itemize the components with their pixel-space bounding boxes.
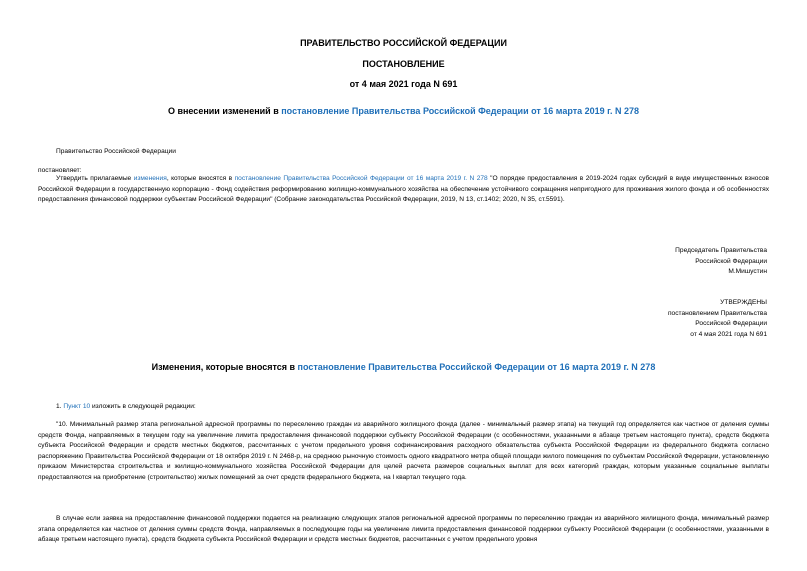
approve-text-2: , которые вносятся в [166,175,235,182]
item-1 [56,403,196,411]
approved-label: УТВЕРЖДЕНЫ [720,299,767,306]
changes-title [0,362,807,372]
approved-authority: Российской Федерации [695,320,767,328]
document-title [0,106,807,116]
paragraph-10-second: В случае если заявка на предоставление финансовой поддержки подается на реализацию следующих этапов региональной адресной программы по переселению граждан из аварийного жилищного фонда, минимальный размер этапа определяется как частное от деления суммы средств Фонда, направляемых в последующие годы на увеличение лимита предоставления финансовой поддержки субъекту Российской Федерации (с особенностями, указанными в абзаце третьем настоящего пункта), средств бюджета субъекта Российской Федерации и средств местных бюджетов, рассчитанных с учетом предельного уровня [38,515,769,544]
approve-text-1: Утвердить прилагаемые [56,175,134,182]
changes-title-link[interactable]: постановление Правительства Российской Федерации от 16 марта 2019 г. N 278 [297,362,656,372]
paragraph-10: "10. Минимальный размер этапа региональной адресной программы по переселению граждан из аварийного жилищного фонда (далее - минимальный размер этапа) на текущий год определяется как частное от деления суммы средств Фонда, направляемых в текущем году на увеличение лимита предоставления финансовой поддержки субъекту Российской Федерации (с особенностями, указанными в абзаце третьем настоящего пункта), средств бюджета субъекта Российской Федерации и средств местных бюджетов, рассчитанных с учетом предельного уровня софинансирования расходного обязательства субъекта Российской Федерации из федерального бюджета согласно распоряжению Правительства Российской Федерации от 18 октября 2019 г. N 2468-р, на среднюю рыночную стоимость одного квадратного метра общей площади жилого помещения по субъектам Российской Федерации, установленную приказом Министерства строительства и жилищно-коммунального хозяйства Российской Федерации для целей расчета размеров социальных выплат для всех категорий граждан, которым указанные социальные выплаты предоставляются на приобретение (строительство) жилых помещений за счет средств федерального бюджета, на I квартал текущего года. [38,421,769,481]
document-title-text: О внесении изменений в [167,106,282,116]
approved-block [668,298,767,340]
document-type: ПОСТАНОВЛЕНИЕ [362,59,445,69]
decree-word: постановляет: [38,167,82,174]
changes-link[interactable]: изменения [133,175,167,182]
signature-position: Председатель Правительства [675,247,767,254]
title-reference-link[interactable]: постановление Правительства Российской Федерации от 16 марта 2019 г. N 278 [281,106,640,116]
item-instruction: изложить в следующей редакции: [90,403,196,410]
document-date-number: от 4 мая 2021 года N 691 [349,79,458,89]
approved-by: постановлением Правительства [667,309,767,317]
approve-text-3: "О порядке предоставления в 2019-2024 годах субсидий в виде имущественных взносов Российской Федерации в государственную корпорацию - Фонд содействия реформированию жилищно-коммунального хозяйства на обеспечение устойчивого сокращения непригодного для проживания жилого фонда и об особенностях предоставления финансовой поддержки субъектам Российской Федерации" (Собрание законодательства Российской Федерации, 2019, N 13, ст.1402; 2020, N 35, ст.5591). [38,175,769,204]
approve-paragraph [38,174,769,206]
changes-title-text: Изменения, которые вносятся в [151,362,298,372]
authority-name: Правительство Российской Федерации [56,148,176,155]
government-heading: ПРАВИТЕЛЬСТВО РОССИЙСКОЙ ФЕДЕРАЦИИ [300,38,507,48]
signature-position-2: Российской Федерации [695,257,767,265]
resolution-278-link[interactable]: постановление Правительства Российской Федерации от 16 марта 2019 г. N 278 [234,175,488,182]
signature-name: М.Мишустин [728,268,767,276]
item-10-link[interactable]: Пункт 10 [63,403,91,410]
item-number: 1. [56,403,64,410]
signature-block [675,246,767,278]
approved-date: от 4 мая 2021 года N 691 [690,330,767,338]
